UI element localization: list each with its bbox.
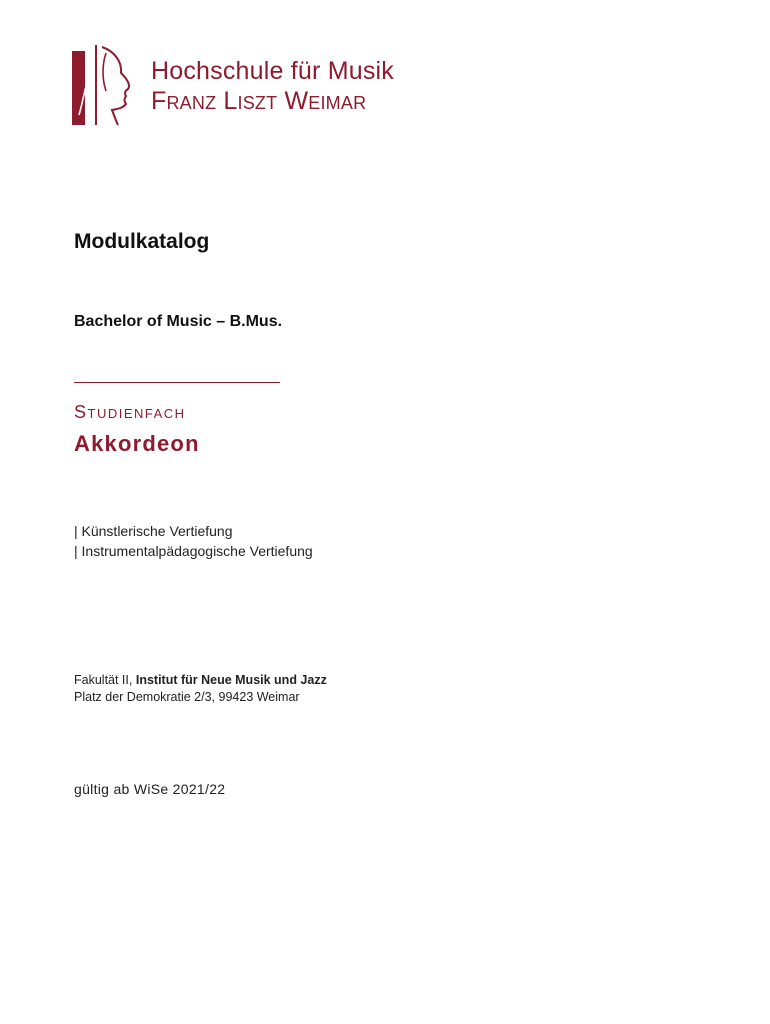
faculty-text: Fakultät II, xyxy=(74,673,136,687)
university-name-line1: Hochschule für Musik xyxy=(151,57,394,85)
track-list xyxy=(74,521,313,561)
page-title: Modulkatalog xyxy=(74,230,210,253)
university-name xyxy=(151,56,394,116)
liszt-profile-logo-icon xyxy=(72,43,138,127)
validity-note: gültig ab WiSe 2021/22 xyxy=(74,781,226,797)
university-name-line2: Franz Liszt Weimar xyxy=(151,87,367,115)
divider xyxy=(74,382,280,383)
institute-name: Institut für Neue Musik und Jazz xyxy=(135,673,327,687)
address-block xyxy=(74,672,327,706)
degree-title: Bachelor of Music – B.Mus. xyxy=(74,313,283,330)
street-address: Platz der Demokratie 2/3, 99423 Weimar xyxy=(74,690,300,704)
track-item: | Instrumentalpädagogische Vertiefung xyxy=(74,543,313,559)
track-item: | Künstlerische Vertiefung xyxy=(74,523,233,539)
subject-name: Akkordeon xyxy=(74,431,200,456)
subject-label: Studienfach xyxy=(74,402,186,422)
faculty-line xyxy=(74,672,327,689)
